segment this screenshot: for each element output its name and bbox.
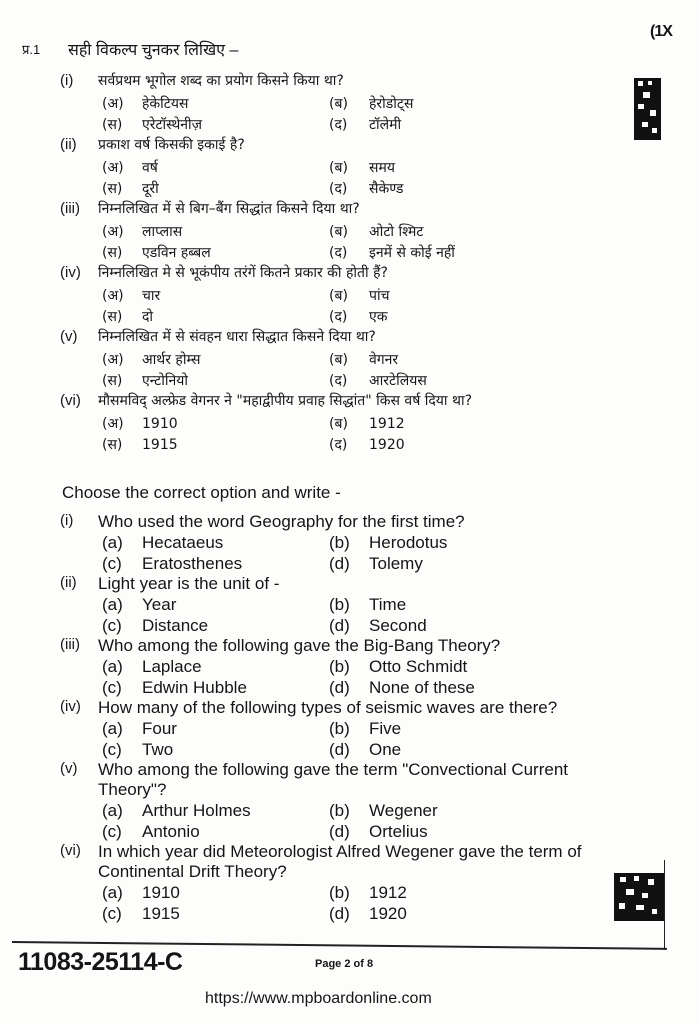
question-text: मौसमविद् अल्फ्रेड वेगनर ने "महाद्वीपीय प्रवाह सिद्धांत" किस वर्ष दिया था? [98,393,473,409]
option [329,435,559,456]
english-question [60,574,620,636]
option [102,243,329,264]
option-label: (d) [329,904,350,923]
option [102,821,329,842]
option-label: (a) [102,595,123,614]
hindi-question [60,200,620,264]
marks-indicator: (1X [650,23,672,40]
option-text: 1920 [369,437,405,453]
option [329,179,559,200]
option-text: एन्टोनियो [142,373,188,389]
question-row [60,264,620,286]
option-text: टॉलेमी [369,117,402,133]
option-text: वेगनर [369,352,399,368]
option [329,243,559,264]
datamatrix-barcode-top [634,78,661,140]
options-grid [102,882,620,924]
option-text: 1915 [142,437,178,453]
question-index: (ii) [60,574,77,591]
source-url: https://www.mpboardonline.com [205,990,432,1007]
option [329,222,559,243]
option [329,553,559,574]
question-index: (iii) [60,200,80,217]
page-edge-line [664,860,665,950]
option [102,718,329,739]
option [329,307,559,328]
datamatrix-barcode-bottom [614,873,664,921]
option-label: (a) [102,883,123,902]
options-grid [102,594,620,636]
option [329,718,559,739]
question-number: प्र.1 [22,42,41,57]
option-label: (अ) [102,352,124,368]
hindi-question [60,72,620,136]
option-label: (c) [102,822,122,841]
option-text: Two [142,740,174,759]
option-text: 1915 [142,904,180,923]
option [329,414,559,435]
option-text: वर्ष [142,160,158,176]
options-grid [102,656,620,698]
question-text: In which year did Meteorologist Alfred Wegener gave the term of Continental Drift Theory? [98,842,582,881]
option-label: (c) [102,740,122,759]
option [329,532,559,553]
option-label: (a) [102,801,123,820]
option-label: (अ) [102,288,124,304]
option-label: (c) [102,554,122,573]
option [102,115,329,136]
option-text: दूरी [142,181,159,197]
question-text: निम्नलिखित में से संवहन धारा सिद्धात किसने दिया था? [98,329,376,345]
options-grid [102,718,620,760]
english-question [60,698,620,760]
option-label: (अ) [102,160,124,176]
options-grid [102,350,620,392]
option-text: Antonio [142,822,200,841]
option-text: Laplace [142,657,202,676]
question-row [60,842,620,882]
option [329,94,559,115]
hindi-question [60,136,620,200]
question-index: (v) [60,760,78,777]
option-text: इनमें से कोई नहीं [369,245,455,261]
option-text: ओटो श्मिट [369,224,424,240]
option [329,286,559,307]
question-index: (i) [60,72,74,89]
option-text: हेकेटियस [142,96,189,112]
option [102,800,329,821]
option [102,414,329,435]
option [102,615,329,636]
option-label: (ब) [329,160,348,176]
option-text: Year [142,595,177,614]
question-row [60,200,620,222]
question-text: Who used the word Geography for the first time? [98,512,465,531]
option-label: (ब) [329,352,348,368]
option-label: (b) [329,595,350,614]
question-text: Light year is the unit of - [98,574,280,593]
option-text: One [369,740,402,759]
option-label: (स) [102,117,123,133]
english-questions [60,512,620,924]
question-row [60,328,620,350]
option-text: Time [369,595,407,614]
option [102,532,329,553]
question-row [60,760,620,800]
question-text: How many of the following types of seismic waves are there? [98,698,558,717]
english-heading: Choose the correct option and write - [62,483,341,502]
option-text: Ortelius [369,822,428,841]
option [329,158,559,179]
option-label: (d) [329,740,350,759]
hindi-question [60,328,620,392]
option [329,350,559,371]
options-grid [102,414,620,456]
option-text: आरटेलियस [369,373,427,389]
option-label: (a) [102,657,123,676]
question-row [60,136,620,158]
question-index: (vi) [60,842,81,859]
option-label: (द) [329,373,348,389]
options-grid [102,94,620,136]
option-text: पांच [369,288,390,304]
option-text: Tolemy [369,554,423,573]
english-question [60,760,620,842]
option-text: Second [369,616,427,635]
option-label: (स) [102,309,123,325]
option-label: (b) [329,719,350,738]
hindi-heading: सही विकल्प चुनकर लिखिए – [68,42,239,59]
option-text: Wegener [369,801,438,820]
option [329,800,559,821]
option-label: (b) [329,883,350,902]
option-label: (स) [102,437,123,453]
page-number: Page 2 of 8 [315,958,374,970]
hindi-questions [60,72,620,456]
option-text: Edwin Hubble [142,678,247,697]
option-text: समय [369,160,395,176]
option [329,594,559,615]
english-question [60,636,620,698]
option [102,179,329,200]
option-text: 1910 [142,883,180,902]
option-label: (c) [102,678,122,697]
option-label: (अ) [102,96,124,112]
question-row [60,574,620,594]
options-grid [102,286,620,328]
option [329,882,559,903]
question-text: सर्वप्रथम भूगोल शब्द का प्रयोग किसने किया था? [98,73,344,89]
option [102,656,329,677]
option-label: (द) [329,309,348,325]
option-label: (ब) [329,288,348,304]
option-label: (a) [102,533,123,552]
option-text: हेरोडोट्स [369,96,414,112]
question-text: Who among the following gave the term "Convectional Current Theory"? [98,760,568,799]
option-text: None of these [369,678,475,697]
option-text: Otto Schmidt [369,657,468,676]
option [102,371,329,392]
option-text: एडविन हब्बल [142,245,211,261]
option-label: (d) [329,822,350,841]
question-index: (vi) [60,392,81,409]
option-label: (a) [102,719,123,738]
options-grid [102,532,620,574]
question-text: Who among the following gave the Big-Bang Theory? [98,636,501,655]
option [102,882,329,903]
options-grid [102,222,620,264]
option-text: चार [142,288,161,304]
option [329,615,559,636]
option-text: लाप्लास [142,224,183,240]
hindi-question [60,392,620,456]
option-label: (b) [329,801,350,820]
option-text: आर्थर होम्स [142,352,201,368]
question-row [60,512,620,532]
option-label: (d) [329,616,350,635]
option [102,677,329,698]
question-row [60,72,620,94]
english-question [60,842,620,924]
option [102,903,329,924]
question-row [60,698,620,718]
options-grid [102,800,620,842]
question-index: (iv) [60,698,81,715]
option-label: (द) [329,181,348,197]
option-label: (b) [329,657,350,676]
option-label: (d) [329,678,350,697]
options-grid [102,158,620,200]
question-row [60,392,620,414]
option-label: (द) [329,117,348,133]
option-label: (b) [329,533,350,552]
question-text: निम्नलिखित मे से भूकंपीय तरंगें कितने प्रकार की होती हैं? [98,265,388,281]
option [102,286,329,307]
option-text: Five [369,719,402,738]
question-index: (i) [60,512,74,529]
option [329,371,559,392]
option [102,350,329,371]
option-label: (ब) [329,96,348,112]
option-label: (c) [102,904,122,923]
option-text: 1920 [369,904,407,923]
option [329,903,559,924]
option-label: (द) [329,437,348,453]
option [102,94,329,115]
option-text: सैकेण्ड [369,181,404,197]
option-label: (ब) [329,416,348,432]
option-text: एक [369,309,388,325]
option-label: (स) [102,373,123,389]
option-text: 1910 [142,416,178,432]
option [329,115,559,136]
option-label: (द) [329,245,348,261]
question-index: (iii) [60,636,80,653]
option [102,158,329,179]
question-text: निम्नलिखित में से बिग–बैंग सिद्धांत किसने दिया था? [98,201,360,217]
option [329,821,559,842]
paper-code: 11083-25114-C [18,948,183,976]
option-text: 1912 [369,883,407,902]
option-label: (d) [329,554,350,573]
option-label: (c) [102,616,122,635]
option [102,222,329,243]
question-index: (v) [60,328,78,345]
option-text: Herodotus [369,533,448,552]
option-text: एरेटॉस्थेनीज़ [142,117,203,133]
option [102,435,329,456]
option-label: (स) [102,181,123,197]
option [102,739,329,760]
option-label: (ब) [329,224,348,240]
option-text: दो [142,309,154,325]
option-text: Hecataeus [142,533,224,552]
option [102,307,329,328]
option [329,677,559,698]
hindi-question [60,264,620,328]
option [329,739,559,760]
option-text: 1912 [369,416,405,432]
option-text: Eratosthenes [142,554,243,573]
question-row [60,636,620,656]
option-label: (अ) [102,224,124,240]
english-question [60,512,620,574]
option-text: Arthur Holmes [142,801,251,820]
question-text: प्रकाश वर्ष किसकी इकाई है? [98,137,245,153]
option-text: Distance [142,616,209,635]
option-label: (स) [102,245,123,261]
question-index: (ii) [60,136,77,153]
question-index: (iv) [60,264,81,281]
option [102,594,329,615]
option-text: Four [142,719,177,738]
option-label: (अ) [102,416,124,432]
option [329,656,559,677]
option [102,553,329,574]
